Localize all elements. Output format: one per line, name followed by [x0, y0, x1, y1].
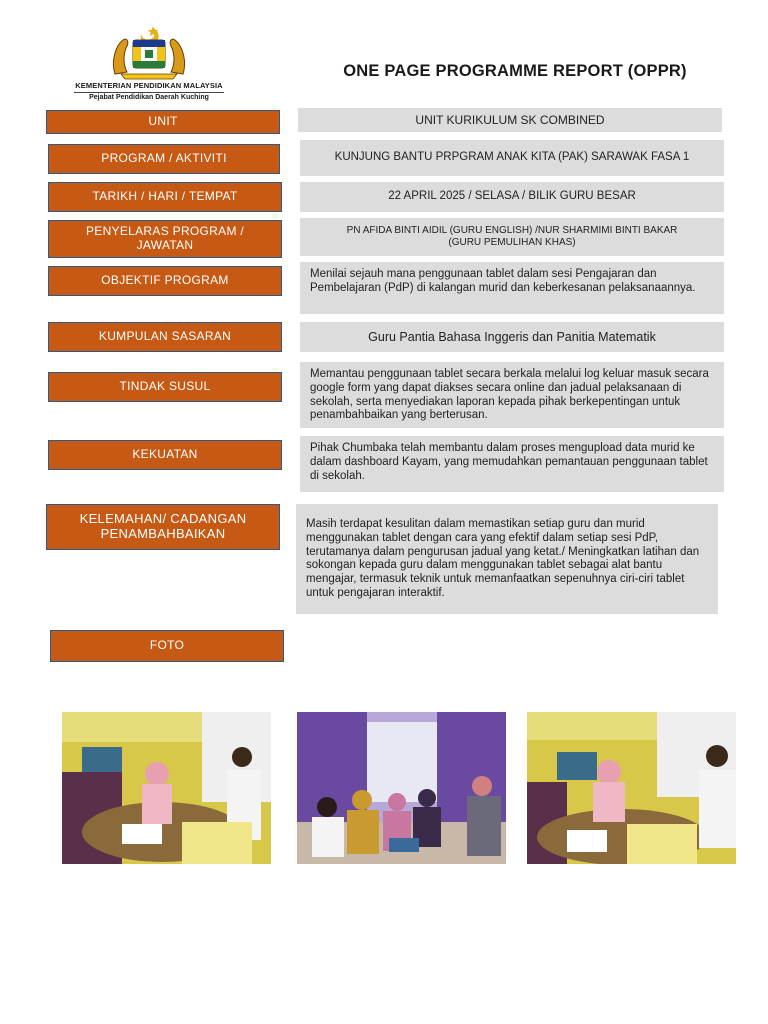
value-kekuatan: Pihak Chumbaka telah membantu dalam proses mengupload data murid ke dalam dashboard Kayam, yang memudahkan pemantauan penggunaan tablet di sekolah. — [300, 436, 724, 492]
value-program: KUNJUNG BANTU PRPGRAM ANAK KITA (PAK) SARAWAK FASA 1 — [300, 140, 724, 176]
label-foto: FOTO — [50, 630, 284, 662]
label-objektif: OBJEKTIF PROGRAM — [48, 266, 282, 296]
label-unit: UNIT — [46, 110, 280, 134]
value-penyelaras-line1: PN AFIDA BINTI AIDIL (GURU ENGLISH) /NUR SHARMIMI BINTI BAKAR — [346, 225, 678, 236]
ministry-logo-block — [64, 24, 234, 108]
label-kelemahan — [46, 504, 280, 550]
label-penyelaras-line1: PENYELARAS PROGRAM / — [85, 224, 245, 239]
value-tindak: Memantau penggunaan tablet secara berkala melalui log keluar masuk secara google form yang dapat diakses secara online dan jadual pelaksanaan di sekolah, serta menyediakan laporan kepada pihak berkepentingan untuk penambahbaikan yang berterusan. — [300, 362, 724, 428]
page-title: ONE PAGE PROGRAMME REPORT (OPPR) — [343, 62, 687, 80]
label-kelemahan-line2: PENAMBAHBAIKAN — [100, 526, 226, 541]
photo-3 — [527, 712, 736, 864]
ministry-name: KEMENTERIAN PENDIDIKAN MALAYSIA — [75, 81, 223, 90]
malaysia-coat-of-arms-icon — [109, 24, 189, 80]
photo-1 — [62, 712, 271, 864]
label-kelemahan-line1: KELEMAHAN/ CADANGAN — [79, 511, 247, 527]
value-unit: UNIT KURIKULUM SK COMBINED — [298, 108, 722, 132]
label-tindak: TINDAK SUSUL — [48, 372, 282, 402]
label-penyelaras — [48, 220, 282, 258]
value-penyelaras — [300, 218, 724, 256]
label-tarikh: TARIKH / HARI / TEMPAT — [48, 182, 282, 212]
photo-2 — [297, 712, 506, 864]
value-tarikh: 22 APRIL 2025 / SELASA / BILIK GURU BESAR — [300, 182, 724, 212]
logo-divider — [74, 92, 224, 93]
label-penyelaras-line2: JAWATAN — [136, 238, 194, 252]
value-kelemahan: Masih terdapat kesulitan dalam memastikan setiap guru dan murid menggunakan tablet dengan cara yang efektif dalam setiap sesi PdP, terutamanya dalam pengurusan jadual yang ketat./ Meningkatkan latihan dan sokongan kepada guru dalam menggunakan tablet sebagai alat bantu mengajar, termasuk teknik untuk memanfaatkan sepenuhnya ciri-ciri tablet untuk pengajaran interaktif. — [296, 504, 718, 614]
label-kumpulan: KUMPULAN SASARAN — [48, 322, 282, 352]
value-objektif: Menilai sejauh mana penggunaan tablet dalam sesi Pengajaran dan Pembelajaran (PdP) di kalangan murid dan keberkesanan pelaksanaannya. — [300, 262, 724, 314]
value-penyelaras-line2: (GURU PEMULIHAN KHAS) — [448, 237, 576, 248]
label-program: PROGRAM / AKTIVITI — [48, 144, 280, 174]
value-kumpulan: Guru Pantia Bahasa Inggeris dan Panitia Matematik — [300, 322, 724, 352]
label-kekuatan: KEKUATAN — [48, 440, 282, 470]
office-name: Pejabat Pendidikan Daerah Kuching — [89, 94, 209, 101]
